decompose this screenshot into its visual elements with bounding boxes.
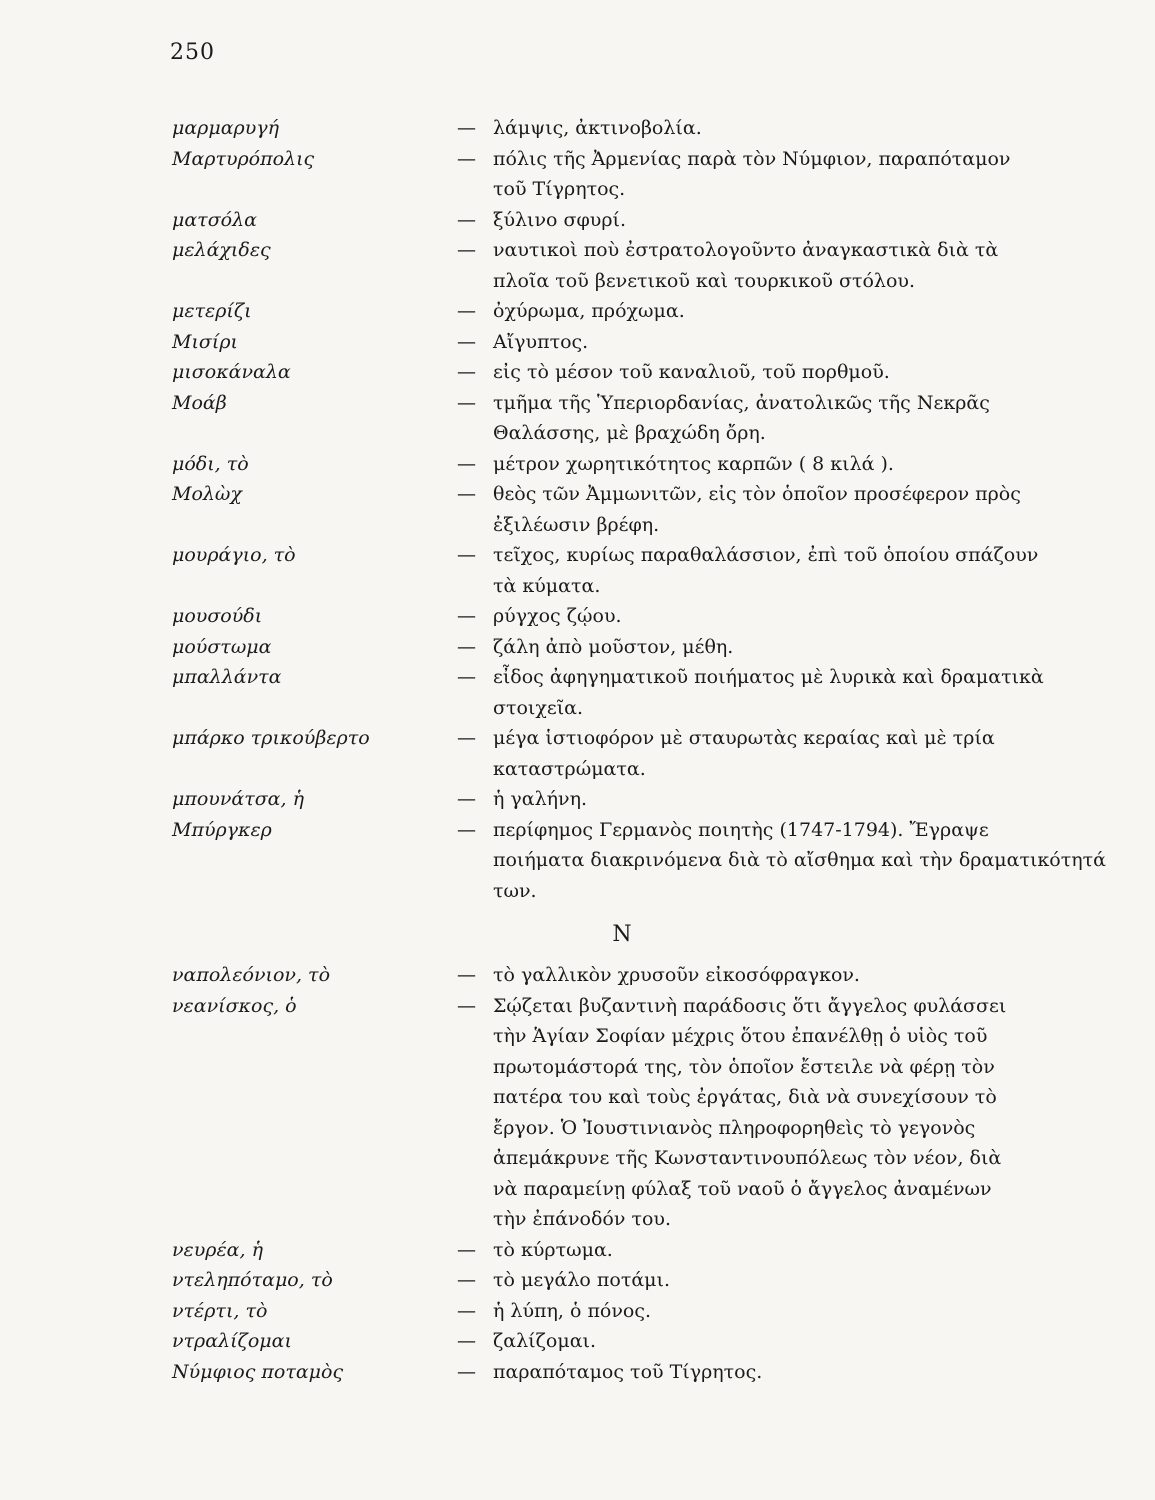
definition-line: ὀχύρωμα, πρόχωμα. (493, 300, 685, 322)
glossary (172, 113, 1106, 1387)
entry-definition (493, 1235, 1072, 1266)
entry-term: ντεληπόταμο, τὸ (172, 1269, 333, 1291)
entry-term: ντραλίζομαι (172, 1330, 292, 1352)
entry-definition (493, 723, 1072, 784)
entry-term: μαρμαρυγή (172, 117, 279, 139)
definition-line: ρύγχος ζῴου. (493, 605, 622, 627)
entry-term: μόδι, τὸ (172, 452, 249, 475)
definition-line: Σῴζεται βυζαντινὴ παράδοσις ὅτι ἄγγελος φυλάσσει (493, 994, 1007, 1017)
entry-dash: — (457, 666, 476, 688)
glossary-entry (172, 205, 1072, 236)
entry-definition (493, 1265, 1072, 1296)
entry-definition (493, 632, 1072, 663)
definition-line: ἐξιλέωσιν βρέφη. (493, 513, 660, 536)
entry-term: ναπολεόνιον, τὸ (172, 964, 331, 986)
entry-dash: — (457, 483, 476, 505)
definition-line: τὸ γαλλικὸν χρυσοῦν εἰκοσόφραγκον. (493, 964, 860, 986)
entry-definition (493, 1296, 1072, 1327)
entry-term: νεανίσκος, ὁ (172, 994, 297, 1017)
entry-term: νευρέα, ἡ (172, 1238, 263, 1261)
entry-definition (493, 205, 1072, 236)
glossary-section-n (172, 960, 1072, 1387)
entry-term: μετερίζι (172, 300, 252, 322)
definition-line: ἡ γαλήνη. (493, 788, 588, 810)
entry-definition (493, 388, 1072, 449)
definition-line: πλοῖα τοῦ βενετικοῦ καὶ τουρκικοῦ στόλου. (493, 269, 915, 292)
definition-line: τὸ μεγάλο ποτάμι. (493, 1269, 670, 1291)
definition-line: πρωτομάστορά της, τὸν ὁποῖον ἔστειλε νὰ φέρῃ τὸν (493, 1055, 995, 1078)
definition-line: ἀπεμάκρυνε τῆς Κωνσταντινουπόλεως τὸν νέον, διὰ (493, 1147, 1002, 1169)
glossary-entry (172, 296, 1072, 327)
entry-definition (493, 144, 1072, 205)
entry-definition (493, 991, 1072, 1235)
definition-line: περίφημος Γερμανὸς ποιητὴς (1747-1794). Ἔγραψε (493, 818, 989, 841)
glossary-entry (172, 662, 1072, 723)
definition-line: ξύλινο σφυρί. (493, 208, 627, 231)
glossary-entry (172, 144, 1072, 205)
entry-dash: — (457, 544, 476, 566)
glossary-entry (172, 960, 1072, 991)
entry-term: μουράγιο, τὸ (172, 544, 296, 566)
entry-term: μπαλλάντα (172, 666, 282, 688)
glossary-entry (172, 815, 1106, 907)
entry-definition (493, 662, 1072, 723)
definition-line: πατέρα του καὶ τοὺς ἐργάτας, διὰ νὰ συνεχίσουν τὸ (493, 1086, 997, 1108)
entry-definition (493, 479, 1072, 540)
definition-line: Θαλάσσης, μὲ βραχώδη ὄρη. (493, 422, 766, 444)
glossary-entry (172, 357, 1072, 388)
glossary-entry (172, 1357, 1072, 1388)
entry-definition (493, 784, 1072, 815)
glossary-entry (172, 723, 1072, 784)
section-heading-n: Ν (612, 922, 632, 947)
entry-definition (493, 960, 1072, 991)
entry-dash: — (457, 788, 476, 810)
glossary-entry (172, 479, 1072, 540)
entry-definition (493, 327, 1072, 358)
definition-line: τὸ κύρτωμα. (493, 1238, 613, 1261)
glossary-entry (172, 388, 1072, 449)
entry-dash: — (457, 117, 476, 139)
definition-line: τεῖχος, κυρίως παραθαλάσσιον, ἐπὶ τοῦ ὁποίου σπάζουν (493, 544, 1039, 566)
glossary-entry (172, 1296, 1072, 1327)
definition-line: των. (493, 879, 537, 902)
entry-term: Νύμφιος ποταμὸς (172, 1360, 344, 1383)
glossary-entry (172, 113, 1072, 144)
entry-definition (493, 296, 1072, 327)
entry-definition (493, 235, 1072, 296)
entry-definition (493, 113, 1072, 144)
entry-term: μισοκάναλα (172, 361, 291, 383)
entry-term: Μαρτυρόπολις (172, 147, 315, 170)
entry-term: μπάρκο τρικούβερτο (172, 727, 370, 749)
definition-line: ναυτικοὶ ποὺ ἐστρατολογοῦντο ἀναγκαστικὰ διὰ τὰ (493, 239, 999, 261)
entry-dash: — (457, 818, 476, 841)
definition-line: πόλις τῆς Ἀρμενίας παρὰ τὸν Νύμφιον, παραπόταμον (493, 147, 1011, 170)
glossary-entry (172, 1326, 1072, 1357)
glossary-entry (172, 327, 1072, 358)
entry-dash: — (457, 391, 476, 414)
entry-term: Μοάβ (172, 391, 227, 414)
definition-line: καταστρώματα. (493, 757, 646, 780)
entry-dash: — (457, 1299, 476, 1322)
glossary-entry (172, 784, 1072, 815)
entry-dash: — (457, 300, 476, 322)
entry-term: Μπύργκερ (172, 818, 272, 841)
glossary-entry (172, 632, 1072, 663)
definition-line: τοῦ Τίγρητος. (493, 178, 626, 200)
entry-dash: — (457, 208, 476, 231)
entry-term: ντέρτι, τὸ (172, 1299, 268, 1322)
definition-line: νὰ παραμείνῃ φύλαξ τοῦ ναοῦ ὁ ἄγγελος ἀναμένων (493, 1177, 992, 1200)
entry-dash: — (457, 1238, 476, 1261)
entry-term: μουσούδι (172, 605, 263, 627)
entry-dash: — (457, 239, 476, 261)
definition-line: ζαλίζομαι. (493, 1330, 597, 1352)
entry-dash: — (457, 1330, 476, 1352)
entry-definition (493, 1326, 1072, 1357)
entry-dash: — (457, 361, 476, 383)
definition-line: τὰ κύματα. (493, 574, 601, 597)
definition-line: εἰς τὸ μέσον τοῦ καναλιοῦ, τοῦ πορθμοῦ. (493, 361, 890, 383)
definition-line: ζάλη ἀπὸ μοῦστον, μέθη. (493, 635, 734, 658)
definition-line: ἔργον. Ὁ Ἰουστινιανὸς πληροφορηθεὶς τὸ γεγονὸς (493, 1116, 976, 1139)
entry-dash: — (457, 964, 476, 986)
glossary-entry (172, 449, 1072, 480)
glossary-entry (172, 1235, 1072, 1266)
glossary-entry (172, 601, 1072, 632)
entry-definition (493, 815, 1106, 907)
entry-term: ματσόλα (172, 208, 257, 231)
definition-line: τὴν Ἁγίαν Σοφίαν μέχρις ὅτου ἐπανέλθῃ ὁ υἱὸς τοῦ (493, 1025, 988, 1047)
entry-term: μπουνάτσα, ἡ (172, 788, 304, 810)
definition-line: θεὸς τῶν Ἀμμωνιτῶν, εἰς τὸν ὁποῖον προσέφερον πρὸς (493, 483, 1021, 505)
glossary-entry (172, 540, 1072, 601)
definition-line: Αἴγυπτος. (493, 330, 589, 353)
definition-line: μέγα ἱστιοφόρον μὲ σταυρωτὰς κεραίας καὶ μὲ τρία (493, 727, 995, 749)
entry-dash: — (457, 635, 476, 658)
definition-line: εἶδος ἀφηγηματικοῦ ποιήματος μὲ λυρικὰ καὶ δραματικὰ (493, 666, 1044, 688)
definition-line: στοιχεῖα. (493, 696, 584, 719)
entry-term: Μισίρι (172, 330, 238, 353)
definition-line: μέτρον χωρητικότητος καρπῶν ( 8 κιλά ). (493, 452, 894, 475)
glossary-entry (172, 1265, 1072, 1296)
entry-dash: — (457, 330, 476, 353)
entry-definition (493, 449, 1072, 480)
entry-term: μούστωμα (172, 635, 272, 658)
definition-line: τμῆμα τῆς Ὑπεριορδανίας, ἀνατολικῶς τῆς Νεκρᾶς (493, 391, 990, 414)
entry-definition (493, 540, 1072, 601)
entry-dash: — (457, 605, 476, 627)
definition-line: τὴν ἐπάνοδόν του. (493, 1208, 671, 1230)
entry-term: μελάχιδες (172, 239, 271, 261)
entry-dash: — (457, 727, 476, 749)
entry-dash: — (457, 452, 476, 475)
glossary-entry (172, 991, 1072, 1235)
definition-line: λάμψις, ἀκτινοβολία. (493, 117, 702, 139)
page-number: 250 (170, 40, 215, 65)
definition-line: ποιήματα διακρινόμενα διὰ τὸ αἴσθημα καὶ τὴν δραματικότητά (493, 849, 1106, 871)
entry-definition (493, 601, 1072, 632)
entry-dash: — (457, 1360, 476, 1383)
definition-line: παραπόταμος τοῦ Τίγρητος. (493, 1360, 763, 1383)
entry-definition (493, 357, 1072, 388)
entry-dash: — (457, 147, 476, 170)
entry-dash: — (457, 994, 476, 1017)
glossary-entry (172, 235, 1072, 296)
definition-line: ἡ λύπη, ὁ πόνος. (493, 1299, 652, 1322)
entry-term: Μολὼχ (172, 483, 242, 505)
entry-dash: — (457, 1269, 476, 1291)
glossary-section-m (172, 113, 1106, 906)
entry-definition (493, 1357, 1072, 1388)
